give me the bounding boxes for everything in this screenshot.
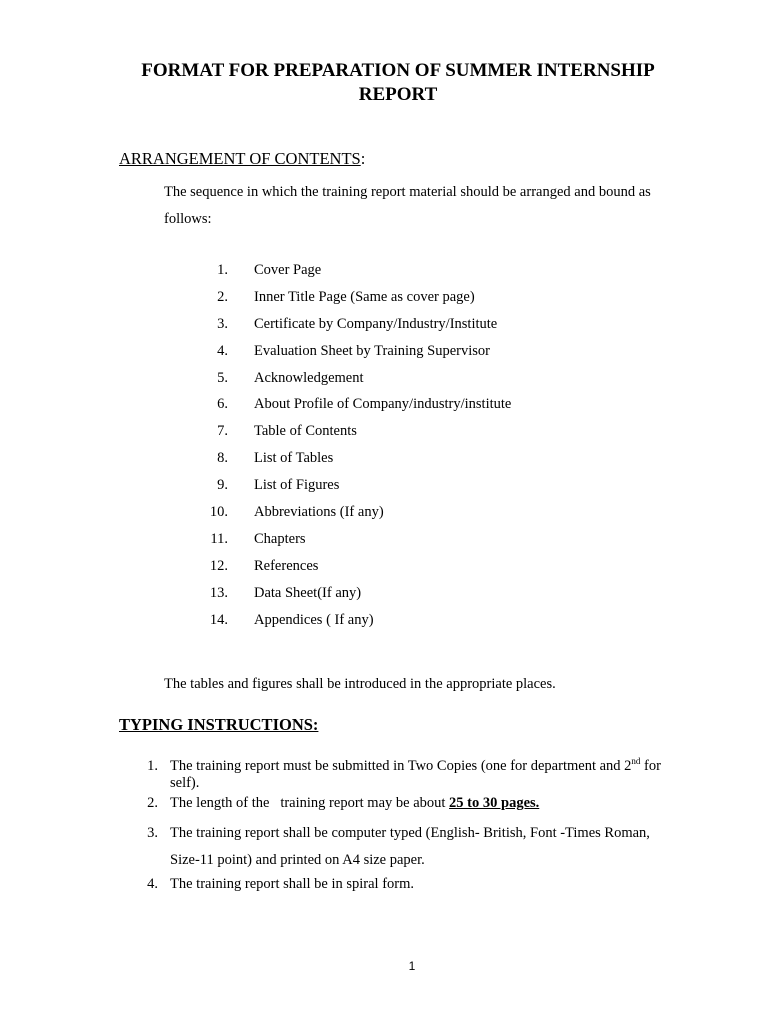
- title-line-1: FORMAT FOR PREPARATION OF SUMMER INTERNSHIP: [141, 60, 655, 81]
- typing-item-text-b: for self).: [170, 758, 661, 791]
- contents-item-number: 4.: [217, 342, 228, 359]
- title-line-2: REPORT: [358, 84, 438, 105]
- contents-item-number: 8.: [217, 450, 228, 467]
- contents-item-number: 14.: [209, 611, 228, 628]
- contents-item-text: Acknowledgement: [254, 369, 364, 386]
- contents-item-text: List of Tables: [254, 450, 334, 467]
- contents-item-text: List of Figures: [254, 477, 340, 494]
- contents-item-number: 13.: [209, 584, 228, 601]
- contents-item-text: Chapters: [254, 530, 306, 547]
- page-count-emphasis: 25 to 30 pages.: [449, 795, 540, 811]
- contents-item-text: Certificate by Company/Industry/Institute: [254, 315, 498, 332]
- contents-item-number: 9.: [217, 477, 228, 494]
- contents-list-item: [0, 445, 768, 472]
- typing-item-text-a: The training report must be submitted in Two Copies (one for department and 2: [170, 758, 632, 774]
- tables-figures-note: The tables and figures shall be introduced in the appropriate places.: [164, 676, 556, 692]
- contents-item-text: Appendices ( If any): [254, 611, 374, 628]
- contents-list-item: [0, 526, 768, 553]
- typing-item-text: [170, 758, 680, 792]
- contents-item-number: 3.: [217, 315, 228, 332]
- contents-list-item: [0, 365, 768, 392]
- contents-item-number: 6.: [217, 396, 228, 413]
- contents-item-number: 10.: [209, 504, 228, 521]
- contents-item-number: 12.: [209, 557, 228, 574]
- typing-heading: TYPING INSTRUCTIONS:: [119, 715, 319, 734]
- contents-item-text: Cover Page: [254, 262, 322, 278]
- typing-item-number: 4.: [147, 876, 158, 892]
- contents-item-text: Table of Contents: [254, 423, 357, 440]
- contents-list-item: [0, 418, 768, 445]
- document-title: [100, 59, 696, 107]
- contents-item-number: 2.: [217, 288, 228, 305]
- contents-item-number: 7.: [217, 423, 228, 440]
- typing-item-number: 1.: [147, 758, 158, 774]
- contents-list-item: [0, 338, 768, 365]
- contents-list-item: [0, 391, 768, 418]
- contents-item-text: Abbreviations (If any): [254, 504, 384, 521]
- contents-list-item: [0, 553, 768, 580]
- typing-item-text: The training report shall be computer typed (English- British, Font -Times Roman, Size-11 point) and printed on A4 size paper.: [170, 825, 650, 868]
- typing-item-number: 2.: [147, 795, 158, 811]
- contents-item-number: 11.: [210, 530, 228, 547]
- contents-list-item: [0, 311, 768, 338]
- contents-item-text: References: [254, 557, 319, 574]
- typing-item-number: 3.: [147, 825, 158, 841]
- arrangement-heading-text: ARRANGEMENT OF CONTENTS: [119, 149, 361, 168]
- page-number: 1: [408, 959, 416, 973]
- contents-item-number: 5.: [217, 369, 228, 386]
- contents-list-item: [0, 499, 768, 526]
- contents-list-item: [0, 607, 768, 634]
- typing-item-text-a: The length of the training report may be about: [170, 795, 450, 811]
- contents-list: [0, 257, 768, 633]
- contents-list-item: [0, 472, 768, 499]
- contents-item-number: 1.: [217, 262, 228, 278]
- arrangement-heading-colon: :: [360, 149, 366, 168]
- contents-list-item: [0, 284, 768, 311]
- typing-item-text: [170, 795, 680, 812]
- contents-item-text: Inner Title Page (Same as cover page): [254, 288, 475, 305]
- contents-item-text: Data Sheet(If any): [254, 584, 362, 601]
- contents-item-text: Evaluation Sheet by Training Supervisor: [254, 342, 491, 359]
- arrangement-heading: [119, 149, 365, 169]
- ordinal-superscript: nd: [631, 756, 641, 767]
- contents-list-item: [0, 257, 768, 284]
- arrangement-intro: The sequence in which the training report material should be arranged and bound as follows:: [164, 184, 651, 227]
- contents-list-item: [0, 580, 768, 607]
- typing-item-text: The training report shall be in spiral form.: [170, 876, 415, 892]
- contents-item-text: About Profile of Company/industry/institute: [254, 396, 512, 413]
